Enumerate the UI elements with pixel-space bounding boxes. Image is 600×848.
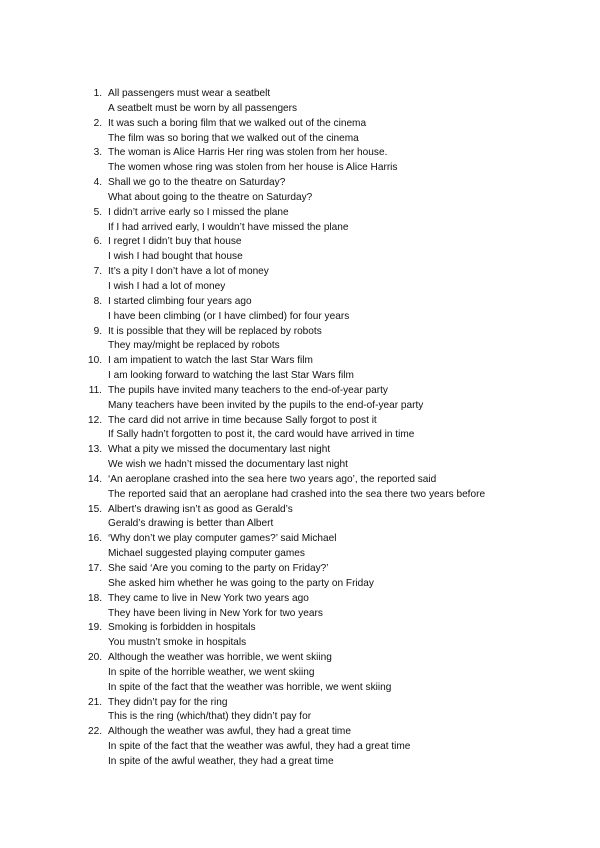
rewritten-sentence: I wish I had a lot of money [108, 280, 226, 292]
rewritten-sentence: The reported said that an aeroplane had crashed into the sea there two years before [108, 488, 486, 500]
list-item [0, 443, 600, 473]
list-item [0, 146, 600, 176]
original-sentence: ‘An aeroplane crashed into the sea here two years ago’, the reported said [108, 473, 437, 485]
list-item [0, 414, 600, 444]
rewritten-sentence: This is the ring (which/that) they didn’t pay for [108, 711, 312, 723]
original-sentence: ‘Why don’t we play computer games?’ said Michael [108, 533, 337, 545]
item-number: 7. [93, 266, 102, 278]
rewritten-sentence: In spite of the awful weather, they had a great time [108, 755, 334, 767]
rewritten-sentence: The film was so boring that we walked out of the cinema [108, 132, 359, 144]
item-number: 5. [93, 206, 102, 218]
rewritten-sentence: She asked him whether he was going to the party on Friday [108, 577, 374, 589]
list-item [0, 562, 600, 592]
list-item [0, 176, 600, 206]
list-item [0, 696, 600, 726]
original-sentence: Albert’s drawing isn’t as good as Gerald’s [108, 503, 293, 515]
list-item [0, 384, 600, 414]
item-number: 8. [93, 295, 102, 307]
original-sentence: Smoking is forbidden in hospitals [108, 622, 256, 634]
list-item [0, 592, 600, 622]
rewritten-sentence: You mustn’t smoke in hospitals [108, 637, 247, 649]
rewritten-sentence: They may/might be replaced by robots [108, 340, 280, 352]
item-number: 17. [88, 563, 103, 574]
item-number: 11. [88, 384, 102, 396]
item-number: 22. [88, 726, 103, 738]
list-item [0, 295, 600, 325]
original-sentence: The card did not arrive in time because Sally forgot to post it [108, 414, 377, 426]
item-number: 9. [93, 325, 102, 337]
original-sentence: It’s a pity I don’t have a lot of money [108, 266, 269, 278]
list-item [0, 117, 600, 147]
original-sentence: I didn’t arrive early so I missed the plane [108, 206, 289, 218]
item-number: 4. [93, 177, 102, 189]
rewritten-sentence: The women whose ring was stolen from her house is Alice Harris [108, 162, 398, 174]
original-sentence: She said ‘Are you coming to the party on Friday?’ [108, 563, 329, 574]
rewritten-sentence: In spite of the fact that the weather was awful, they had a great time [108, 741, 411, 753]
sentence-transformation-list [0, 87, 600, 770]
item-number: 6. [93, 236, 102, 248]
original-sentence: I started climbing four years ago [108, 295, 252, 307]
list-item [0, 651, 600, 696]
rewritten-sentence: In spite of the fact that the weather was horrible, we went skiing [108, 681, 392, 693]
rewritten-sentence: I am looking forward to watching the last Star Wars film [108, 370, 354, 382]
list-item [0, 621, 600, 651]
original-sentence: They came to live in New York two years ago [108, 592, 309, 604]
item-number: 18. [88, 592, 103, 604]
item-number: 20. [88, 652, 103, 664]
list-item [0, 235, 600, 265]
original-sentence: Although the weather was awful, they had a great time [108, 726, 351, 738]
original-sentence: It was such a boring film that we walked out of the cinema [108, 117, 367, 129]
rewritten-sentence: Many teachers have been invited by the pupils to the end-of-year party [108, 399, 424, 411]
rewritten-sentence: In spite of the horrible weather, we went skiing [108, 666, 315, 678]
item-number: 14. [88, 473, 103, 485]
rewritten-sentence: A seatbelt must be worn by all passengers [108, 102, 298, 114]
item-number: 2. [93, 117, 102, 129]
original-sentence: I am impatient to watch the last Star Wars film [108, 355, 313, 367]
rewritten-sentence: If I had arrived early, I wouldn’t have missed the plane [108, 221, 349, 233]
rewritten-sentence: Michael suggested playing computer games [108, 548, 305, 560]
original-sentence: All passengers must wear a seatbelt [108, 88, 271, 99]
rewritten-sentence: If Sally hadn’t forgotten to post it, the card would have arrived in time [108, 429, 415, 441]
list-item [0, 532, 600, 562]
list-item [0, 503, 600, 533]
original-sentence: It is possible that they will be replaced by robots [108, 325, 322, 337]
list-item [0, 354, 600, 384]
list-item [0, 725, 600, 770]
item-number: 13. [88, 444, 103, 456]
original-sentence: Although the weather was horrible, we went skiing [108, 652, 332, 664]
list-item [0, 325, 600, 355]
original-sentence: The woman is Alice Harris Her ring was stolen from her house. [108, 147, 388, 159]
rewritten-sentence: What about going to the theatre on Saturday? [108, 191, 313, 203]
original-sentence: What a pity we missed the documentary last night [108, 444, 331, 456]
item-number: 10. [88, 355, 103, 367]
list-item [0, 265, 600, 295]
original-sentence: Shall we go to the theatre on Saturday? [108, 177, 286, 189]
item-number: 3. [93, 147, 102, 159]
original-sentence: I regret I didn’t buy that house [108, 236, 242, 248]
rewritten-sentence: I wish I had bought that house [108, 251, 243, 263]
item-number: 1. [93, 88, 102, 99]
item-number: 15. [88, 503, 103, 515]
item-number: 16. [88, 533, 103, 545]
rewritten-sentence: We wish we hadn’t missed the documentary last night [108, 459, 348, 471]
item-number: 19. [88, 622, 103, 634]
original-sentence: The pupils have invited many teachers to the end-of-year party [108, 384, 388, 396]
original-sentence: They didn’t pay for the ring [108, 696, 228, 708]
list-item [0, 206, 600, 236]
rewritten-sentence: Gerald’s drawing is better than Albert [108, 518, 274, 530]
rewritten-sentence: They have been living in New York for two years [108, 607, 323, 619]
item-number: 12. [88, 414, 103, 426]
list-item [0, 473, 600, 503]
rewritten-sentence: I have been climbing (or I have climbed) for four years [108, 310, 350, 322]
list-item [0, 87, 600, 117]
item-number: 21. [88, 696, 103, 708]
